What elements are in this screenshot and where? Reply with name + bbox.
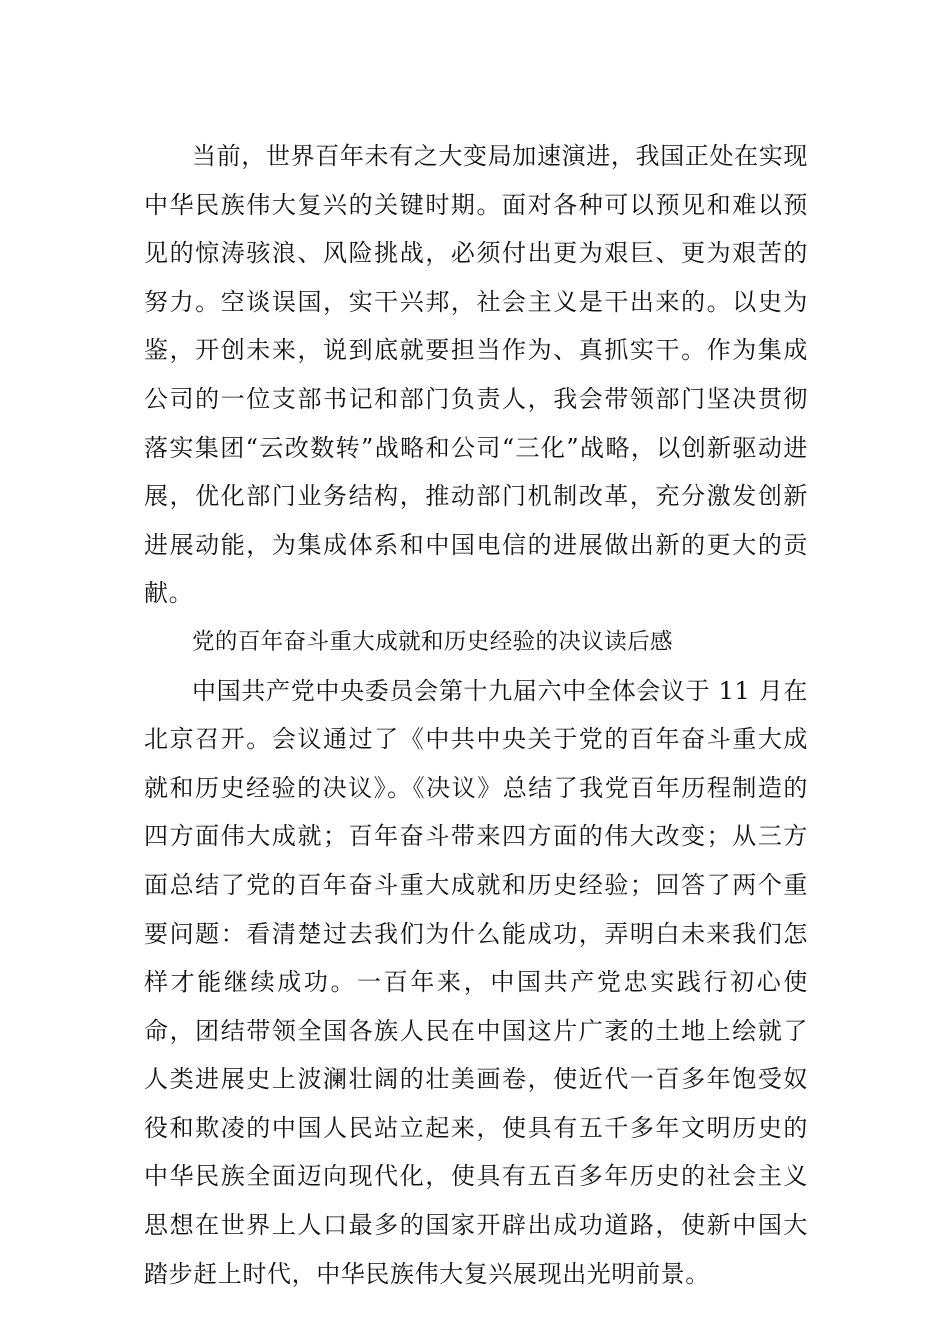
paragraph-intro: 当前，世界百年未有之大变局加速演进，我国正处在实现中华民族伟大复兴的关键时期。面对各种可以预见和难以预见的惊涛骇浪、风险挑战，必须付出更为艰巨、更为艰苦的努力。空谈误国，实干兴邦，社会主义是干出来的。以史为鉴，开创未来，说到底就要担当作为、真抓实干。作为集成公司的一位支部书记和部门负责人，我会带领部门坚决贯彻落实集团“云改数转”战略和公司“三化”战略，以创新驱动进展，优化部门业务结构，推动部门机制改革，充分激发创新进展动能，为集成体系和中国电信的进展做出新的更大的贡献。 xyxy=(144,142,808,608)
paragraph-main: 中国共产党中央委员会第十九届六中全体会议于 11 月在北京召开。会议通过了《中共中央关于党的百年奋斗重大成就和历史经验的决议》。《决议》总结了我党百年历程制造的四方面伟大成就；百年奋斗带来四方面的伟大改变；从三方面总结了党的百年奋斗重大成就和历史经验；回答了两个重要问题：看清楚过去我们为什么能成功，弄明白未来我们怎样才能继续成功。一百年来，中国共产党忠实践行初心使命，团结带领全国各族人民在中国这片广袤的土地上绘就了人类进展史上波澜壮阔的壮美画卷，使近代一百多年饱受奴役和欺凌的中国人民站立起来，使具有五千多年文明历史的中华民族全面迈向现代化，使具有五百多年历史的社会主义思想在世界上人口最多的国家开辟出成功道路，使新中国大踏步赶上时代，中华民族伟大复兴展现出光明前景。 xyxy=(144,676,808,1288)
document-body xyxy=(144,132,808,1298)
section-heading: 党的百年奋斗重大成就和历史经验的决议读后感 xyxy=(192,628,673,655)
